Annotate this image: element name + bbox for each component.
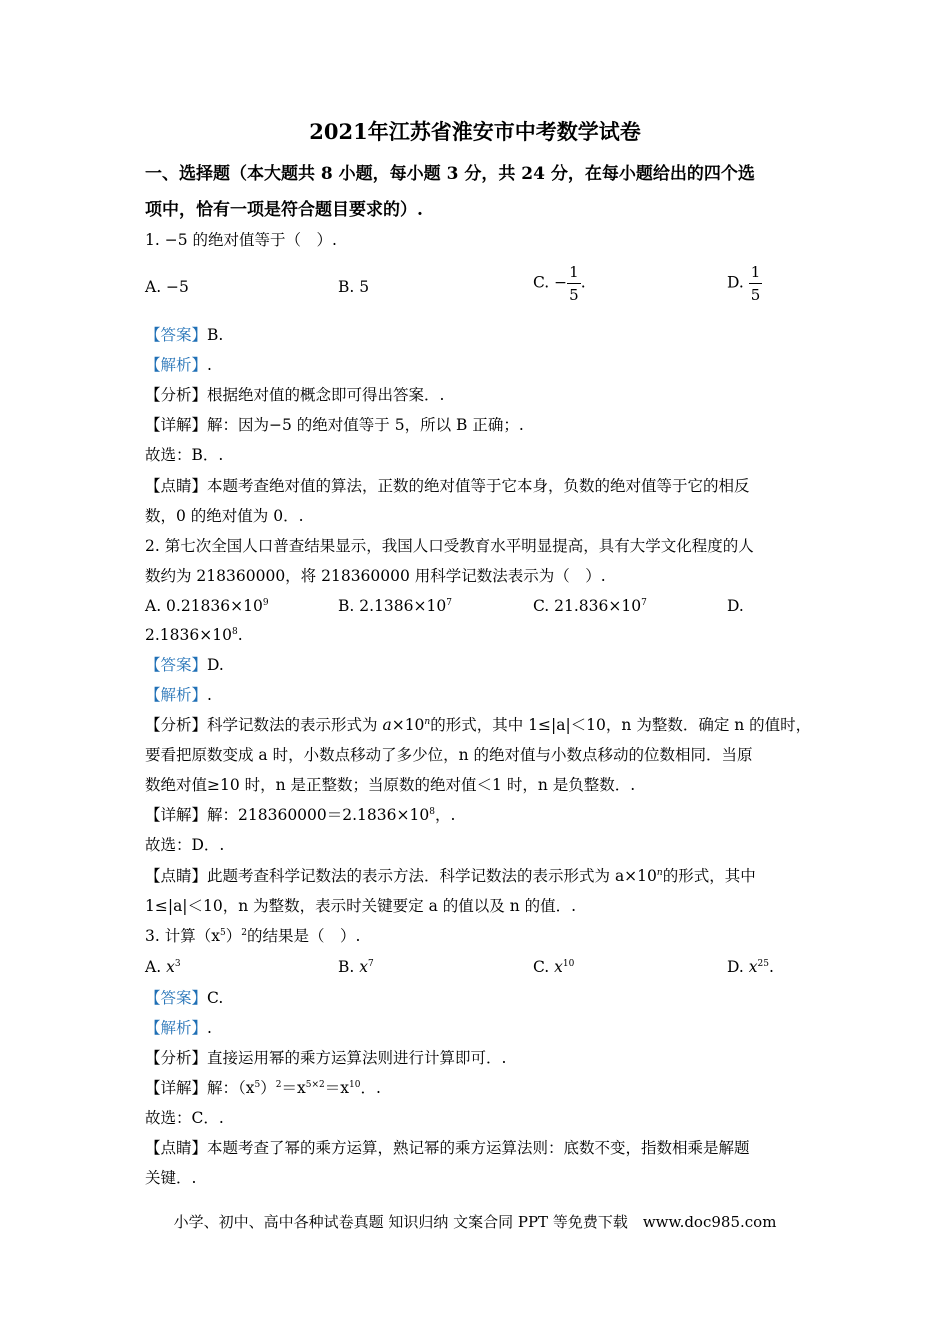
q3-stem-exp1: 5 <box>219 928 226 938</box>
q2-fenxi-var: a <box>382 716 392 734</box>
q3-option-b <box>338 957 374 977</box>
q2-fenxi-line1 <box>145 715 811 735</box>
q1-guxuan: 故选：B．. <box>145 446 224 464</box>
q2-guxuan: 故选：D．. <box>145 836 225 854</box>
q2-dianjing-text-b: 的形式，其中 <box>662 867 756 885</box>
q3-fenxi <box>145 1048 506 1068</box>
q3-option-a <box>145 957 181 977</box>
dianjing-label: 【点睛】 <box>145 477 208 495</box>
q3-option-d-label: D. <box>727 958 749 976</box>
q2-option-a-text: A. 0.21836×10 <box>145 597 263 615</box>
fenxi-label: 【分析】 <box>145 1049 208 1067</box>
q1-option-d-prefix: D. <box>727 273 749 292</box>
q3-option-c-label: C. <box>533 958 555 976</box>
q3-xiangjie-e: ．. <box>360 1079 381 1097</box>
q3-option-b-exp: 7 <box>368 959 374 969</box>
q2-fenxi-text-b: ×10 <box>391 716 425 734</box>
q3-xiangjie-d: ＝x <box>324 1079 349 1097</box>
q1-dianjing-line2: 数，0 的绝对值为 0．. <box>145 507 304 525</box>
q2-fenxi-text-a: 科学记数法的表示形式为 <box>207 716 383 734</box>
q2-option-c-text: C. 21.836×10 <box>533 597 642 615</box>
q2-option-d <box>145 625 243 645</box>
q1-fenxi <box>145 385 444 405</box>
q2-fenxi-line3: 数绝对值≥10 时，n 是正整数；当原数的绝对值＜1 时，n 是负整数．. <box>145 776 636 794</box>
q2-xiangjie-text-b: ，. <box>434 806 456 824</box>
q3-option-a-label: A. <box>145 958 167 976</box>
q2-dianjing-text-a: 此题考查科学记数法的表示方法．科学记数法的表示形式为 a×10 <box>207 867 657 885</box>
q1-option-d <box>727 262 762 305</box>
q3-stem-text-b: ） <box>225 927 242 945</box>
q1-option-c-suffix: . <box>580 273 586 292</box>
jiexi-label: 【解析】 <box>145 356 208 374</box>
q3-stem-exp2: 2 <box>241 928 247 938</box>
xiangjie-label: 【详解】 <box>145 1079 208 1097</box>
q3-option-b-var: x <box>359 958 368 976</box>
q1-fenxi-text: 根据绝对值的概念即可得出答案．. <box>207 386 445 404</box>
q3-option-b-label: B. <box>338 958 360 976</box>
q3-option-d-exp: 25 <box>757 959 769 969</box>
q1-jiexi <box>145 355 212 375</box>
q1-option-d-fraction <box>749 262 763 305</box>
q3-option-c-var: x <box>554 958 563 976</box>
q3-option-c <box>533 957 574 977</box>
q1-xiangjie <box>145 415 524 435</box>
q3-option-d-suffix: . <box>768 958 774 976</box>
q2-jiexi-text: . <box>207 686 212 704</box>
jiexi-label: 【解析】 <box>145 686 208 704</box>
q3-answer <box>145 988 223 1008</box>
q1-option-c-prefix: C. − <box>533 273 568 292</box>
q2-dianjing-line1 <box>145 866 756 886</box>
q2-option-b <box>338 596 452 616</box>
q3-fenxi-text: 直接运用幂的乘方运算法则进行计算即可．. <box>207 1049 507 1067</box>
q3-xiangjie-b: ） <box>260 1079 276 1097</box>
dianjing-label: 【点睛】 <box>145 1139 208 1157</box>
q1-option-c <box>533 262 586 305</box>
q1-option-c-fraction <box>567 262 581 305</box>
q2-dianjing-exp: n <box>656 868 663 878</box>
q3-xiangjie-exp3: 5×2 <box>305 1080 325 1090</box>
q1-answer <box>145 325 223 345</box>
q2-option-d-exp: 8 <box>231 627 238 637</box>
q3-xiangjie-a: 解：（x <box>207 1079 255 1097</box>
q1-jiexi-text: . <box>207 356 212 374</box>
q3-jiexi-text: . <box>207 1019 212 1037</box>
q2-option-d-label: D. <box>727 597 744 615</box>
q2-stem-line1: 2. 第七次全国人口普查结果显示，我国人口受教育水平明显提高，具有大学文化程度的人 <box>145 537 754 555</box>
q1-option-c-numerator: 1 <box>569 263 579 281</box>
fenxi-label: 【分析】 <box>145 386 208 404</box>
q2-fenxi-text-c: 的形式，其中 1≤|a|＜10，n 为整数．确定 n 的值时， <box>430 716 812 734</box>
q1-stem: 1. −5 的绝对值等于（ ）. <box>145 231 337 249</box>
q3-option-c-exp: 10 <box>562 959 575 969</box>
xiangjie-label: 【详解】 <box>145 806 208 824</box>
q3-dianjing-line2: 关键．. <box>145 1169 197 1187</box>
q2-jiexi <box>145 685 212 705</box>
footer-text: 小学、初中、高中各种试卷真题 知识归纳 文案合同 PPT 等免费下载 www.doc985.com <box>173 1213 777 1231</box>
q2-option-d-suffix: . <box>237 626 243 644</box>
q2-option-b-text: B. 2.1386×10 <box>338 597 447 615</box>
q2-xiangjie-text-a: 解：218360000＝2.1836×10 <box>207 806 430 824</box>
q2-xiangjie-exp: 8 <box>429 807 435 817</box>
q1-option-d-numerator: 1 <box>750 263 761 281</box>
q3-answer-value: C. <box>207 989 224 1007</box>
q2-option-b-exp: 7 <box>446 598 452 608</box>
q2-answer-value: D. <box>207 656 224 674</box>
jiexi-label: 【解析】 <box>145 1019 208 1037</box>
answer-label: 【答案】 <box>145 656 208 674</box>
q3-option-d-var: x <box>748 958 758 976</box>
q3-stem-text-c: 的结果是（ ）. <box>246 927 361 945</box>
q3-guxuan: 故选：C．. <box>145 1109 224 1127</box>
q3-stem-text-a: 3. 计算（x <box>145 927 220 945</box>
q2-option-c <box>533 596 647 616</box>
q3-jiexi <box>145 1018 212 1038</box>
q3-option-a-var: x <box>166 958 175 976</box>
q3-option-a-exp: 3 <box>174 959 181 969</box>
q2-option-d-text: 2.1836×10 <box>145 626 232 644</box>
q3-xiangjie <box>145 1078 381 1098</box>
q1-dianjing-line1 <box>145 476 750 496</box>
q3-option-d <box>727 957 774 977</box>
dianjing-label: 【点睛】 <box>145 867 208 885</box>
q1-dianjing-text1: 本题考查绝对值的算法，正数的绝对值等于它本身，负数的绝对值等于它的相反 <box>207 477 750 495</box>
xiangjie-label: 【详解】 <box>145 416 208 434</box>
q3-xiangjie-c: ＝x <box>281 1079 306 1097</box>
q2-fenxi-exp: n <box>424 717 431 727</box>
q3-xiangjie-exp2: 2 <box>275 1080 282 1090</box>
q2-option-a <box>145 596 269 616</box>
q3-xiangjie-exp4: 10 <box>349 1080 361 1090</box>
section-heading-line1: 一、选择题（本大题共 8 小题，每小题 3 分，共 24 分，在每小题给出的四个选 <box>145 164 755 184</box>
q3-dianjing-line1 <box>145 1138 750 1158</box>
q1-option-b: B. 5 <box>338 278 370 296</box>
q3-xiangjie-exp1: 5 <box>254 1080 261 1090</box>
q2-dianjing-line2: 1≤|a|＜10，n 为整数，表示时关键要定 a 的值以及 n 的值．. <box>145 897 577 915</box>
answer-label: 【答案】 <box>145 989 208 1007</box>
q2-answer <box>145 655 224 675</box>
q2-option-c-exp: 7 <box>641 598 647 608</box>
fenxi-label: 【分析】 <box>145 716 208 734</box>
section-heading-line2: 项中，恰有一项是符合题目要求的）. <box>145 200 423 220</box>
q2-stem-line2: 数约为 218360000，将 218360000 用科学记数法表示为（ ）. <box>145 567 606 585</box>
q3-stem <box>145 926 360 946</box>
q1-option-c-denominator: 5 <box>567 283 581 305</box>
answer-label: 【答案】 <box>145 326 208 344</box>
q3-dianjing-text1: 本题考查了幂的乘方运算，熟记幂的乘方运算法则：底数不变，指数相乘是解题 <box>207 1139 750 1157</box>
q2-xiangjie <box>145 805 455 825</box>
q2-option-a-exp: 9 <box>262 598 269 608</box>
q1-option-a: A. −5 <box>145 278 189 296</box>
q2-fenxi-line2: 要看把原数变成 a 时，小数点移动了多少位，n 的绝对值与小数点移动的位数相同．当原 <box>145 746 753 764</box>
q1-xiangjie-text: 解：因为−5 的绝对值等于 5，所以 B 正确；. <box>207 416 524 434</box>
q1-option-d-denominator: 5 <box>749 283 763 305</box>
q1-answer-value: B. <box>207 326 224 344</box>
page-title: 2021年江苏省淮安市中考数学试卷 <box>309 119 641 144</box>
